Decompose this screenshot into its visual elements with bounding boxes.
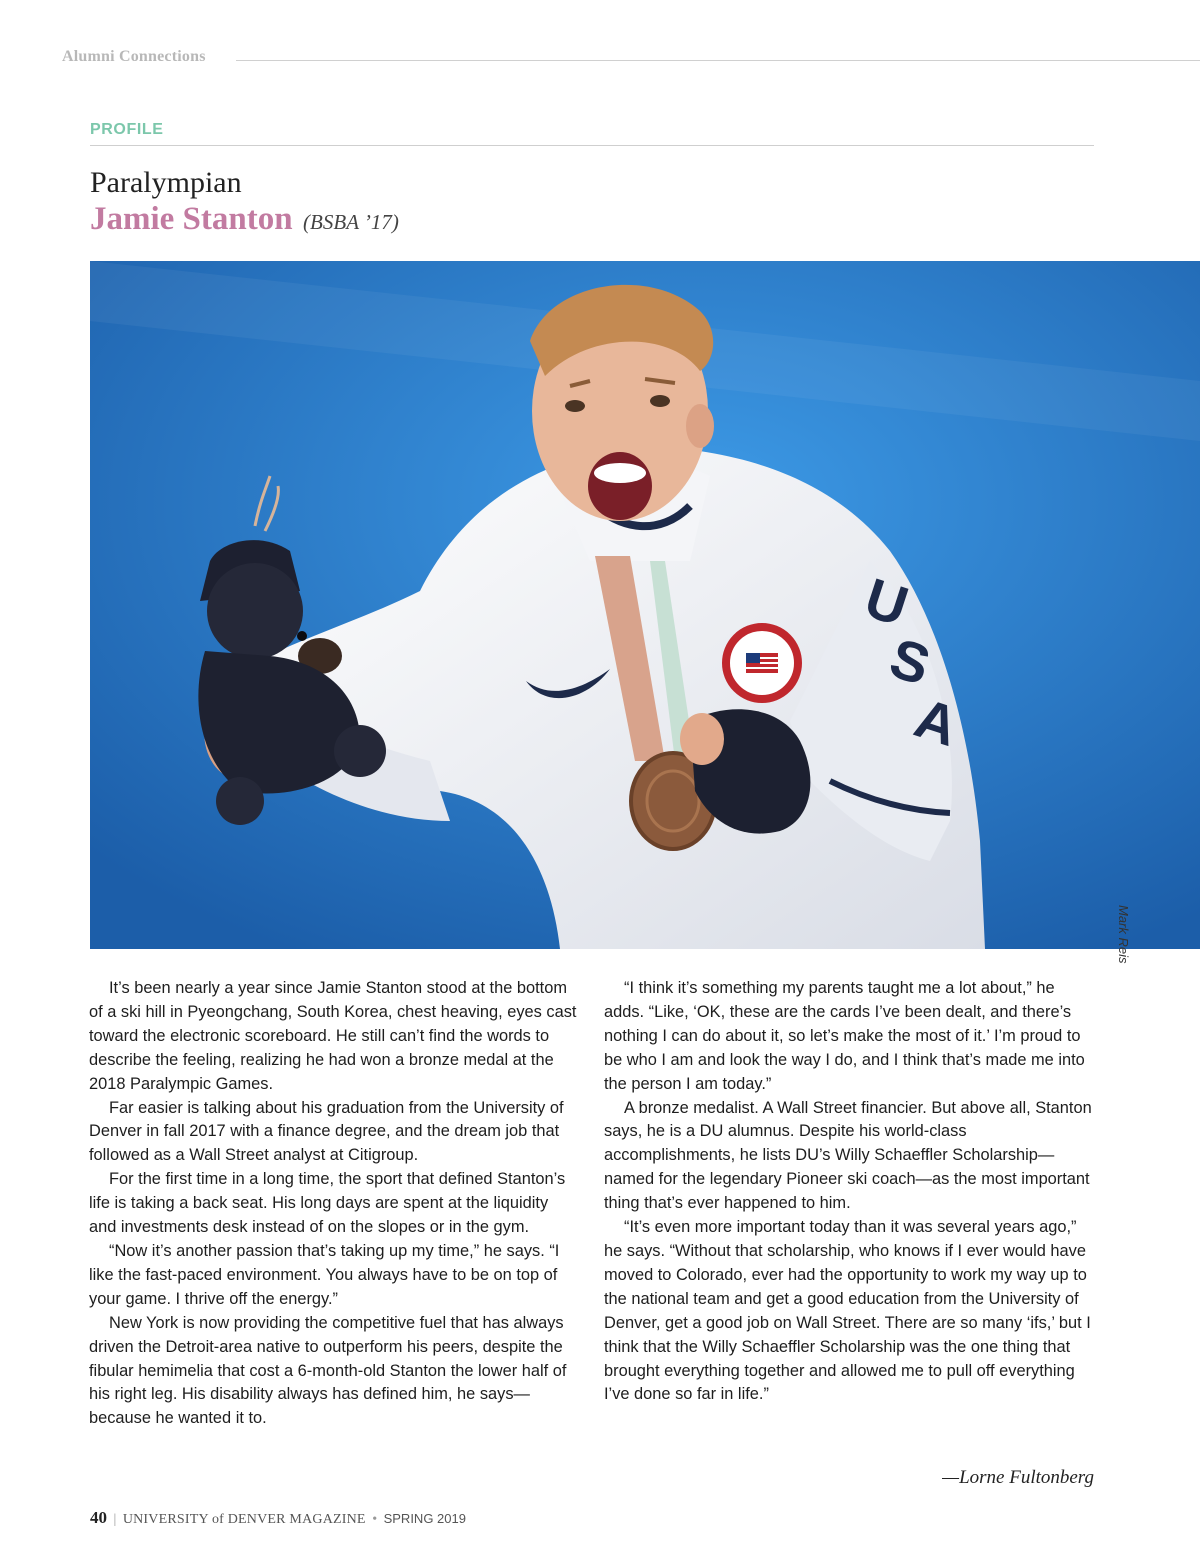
article-paragraph: Far easier is talking about his graduation from the University of Denver in fall 2017 with a finance degree, and the dream job that followed as a Wall Street analyst at Citigroup. (89, 1098, 564, 1165)
issue-date: SPRING 2019 (383, 1511, 466, 1526)
article-paragraph: It’s been nearly a year since Jamie Stanton stood at the bottom of a ski hill in Pyeongchang, South Korea, chest heaving, eyes cast toward the electronic scoreboard. He still can’t find the words to describe the feeling, realizing he had won a bronze medal at the 2018 Paralympic Games. (89, 979, 577, 1093)
article-paragraph: A bronze medalist. A Wall Street financier. But above all, Stanton says, he is a DU alumnus. Despite his world-class accomplishments, he lists DU’s Willy Schaeffler Scholarship—named for the legendary Pioneer ski coach—as the most important thing that’s ever happened to him. (604, 1098, 1092, 1213)
photo-credit: Mark Reis (1116, 905, 1131, 964)
svg-text:U: U (857, 565, 916, 638)
hero-photo (90, 261, 1200, 949)
headline-kicker: Paralympian (90, 166, 242, 199)
svg-text:S: S (882, 625, 938, 698)
running-head-rule (236, 60, 1200, 61)
page-footer (90, 1508, 466, 1528)
page-number: 40 (90, 1508, 107, 1527)
headline-name-line (90, 201, 399, 243)
article-column-left (89, 977, 579, 1431)
athlete-illustration (90, 261, 1200, 949)
headline-degree: (BSBA ’17) (303, 210, 399, 234)
footer-separator: | (113, 1512, 117, 1527)
article-paragraph: “It’s even more important today than it was several years ago,” he says. “Without that scholarship, who knows if I ever would have moved to Colorado, ever had the opportunity to work my way up to the national team and get a good education from the University of Denver, get a good job on Wall Street. There are so many ‘ifs,’ but I think that the Willy Schaeffler Scholarship was the one thing that brought everything together and allowed me to pull off everything I’ve done so far in life.” (604, 1218, 1091, 1404)
article-column-right (604, 977, 1094, 1407)
section-label: PROFILE (90, 121, 164, 138)
article-paragraph: “Now it’s another passion that’s taking up my time,” he says. “I like the fast-paced environment. You always have to be on top of your game. I thrive off the energy.” (89, 1241, 560, 1308)
headline-name: Jamie Stanton (90, 201, 293, 237)
headline (90, 165, 399, 243)
author-signature: —Lorne Fultonberg (942, 1467, 1094, 1488)
article-paragraph: New York is now providing the competitive fuel that has always driven the Detroit-area native to outperform his peers, despite the fibular hemimelia that cost a 6-month-old Stanton the lower half of his right leg. His disability always has defined him, he says—because he wanted it to. (89, 1313, 567, 1428)
magazine-name: UNIVERSITY of DENVER MAGAZINE (122, 1512, 366, 1527)
svg-text:A: A (907, 685, 966, 758)
article-paragraph: For the first time in a long time, the sport that defined Stanton’s life is taking a back seat. His long days are spent at the liquidity and investments desk instead of on the slopes or in the gym. (89, 1170, 566, 1237)
running-head: Alumni Connections (62, 48, 206, 65)
article-paragraph: “I think it’s something my parents taught me a lot about,” he adds. “Like, ‘OK, these are the cards I’ve been dealt, and there’s nothing I can do about it, so let’s make the most of it.’ I’m proud to be who I am and look the way I do, and I think that’s made me into the person I am today.” (604, 979, 1085, 1093)
footer-bullet: • (372, 1512, 378, 1527)
section-rule (90, 145, 1094, 146)
